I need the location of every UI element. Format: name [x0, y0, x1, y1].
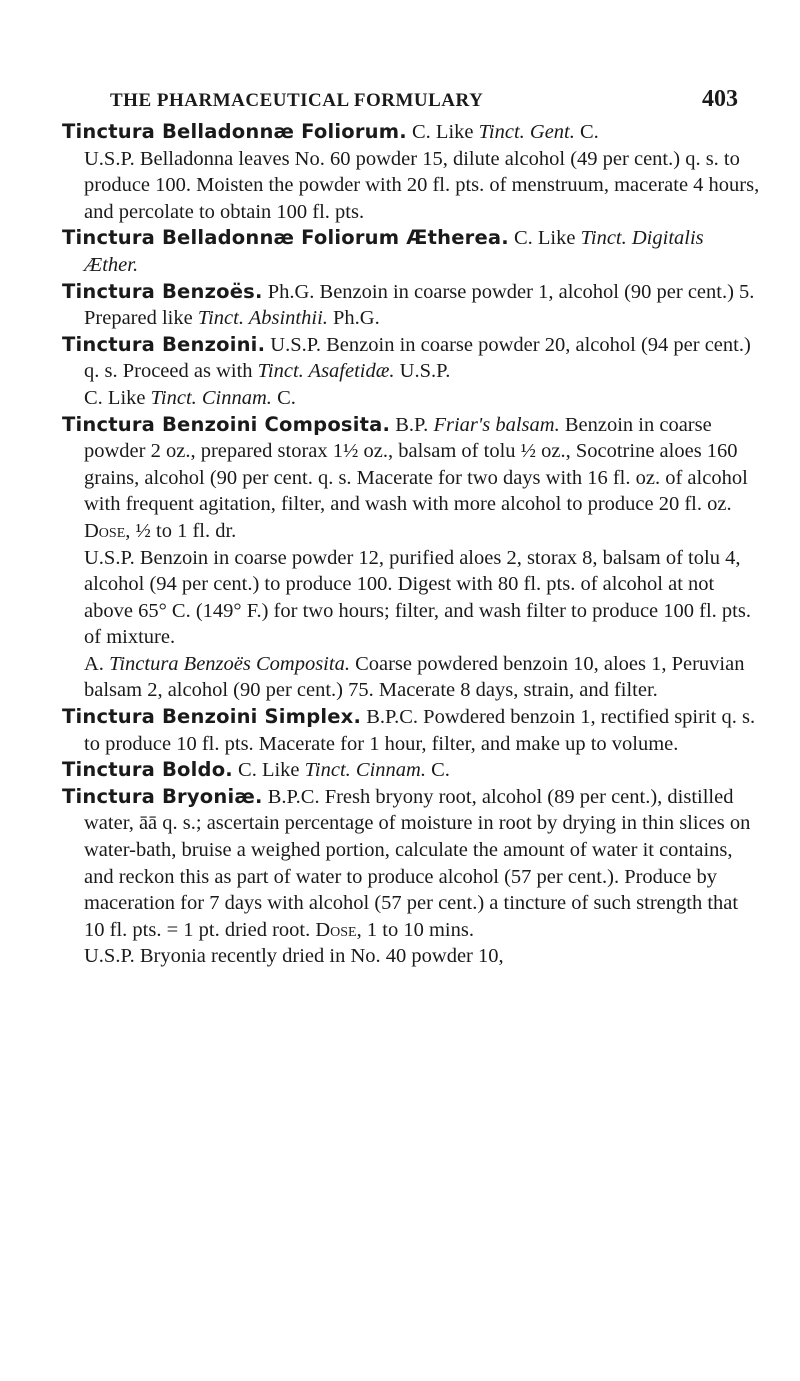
headword: Tinctura Belladonnæ Foliorum. — [62, 120, 407, 143]
entry-text: B.P.C. Fresh bryony root, alcohol (89 per cent.), distilled water, āā q. s.; ascertain percentage of moisture in root by drying in thin slices on water-bath, bruise a weighed portion, calculate the amount of water it contains, and reckon this as part of water to produce alcohol (57 per cent.). Produce by maceration for 7 days with alcohol (57 per cent.) a tincture of such strength that 10 fl. pts. = 1 pt. dried root. — [84, 785, 751, 941]
headword: Tinctura Benzoini Composita. — [62, 412, 391, 436]
entry-bryoniae — [62, 784, 762, 944]
entry-benzoini — [62, 332, 762, 385]
entry-text: C. Like — [406, 121, 479, 143]
cross-reference: Tinct. Digitalis Æther. — [84, 227, 704, 276]
cross-reference: Tinct. Asafetidæ. — [257, 360, 395, 383]
entry-text: Ph.G. Benzoin in coarse powder 1, alcohol (90 per cent.) 5. Prepared like — [84, 280, 755, 330]
entry-belladonnae-aetherea — [62, 225, 762, 278]
entry-sub-usp: U.S.P. Bryonia recently dried in No. 40 powder 10, — [84, 945, 504, 968]
cross-reference: Tinct. Absinthii. — [197, 307, 328, 330]
entry-sub-usp: U.S.P. Benzoin in coarse powder 12, purified aloes 2, storax 8, balsam of tolu 4, alcohol (94 per cent.) to produce 100. Digest with 80 fl. pts. of alcohol at not above 65° C. (149° F.) for two hours; filter, and wash filter to produce 100 fl. pts. of mixture. — [84, 546, 751, 649]
dose-text: 1 to 10 mins. — [361, 918, 474, 941]
entry-belladonnae-foliorum — [62, 119, 762, 146]
entry-benzoini-simplex — [62, 704, 762, 757]
entry-text: C. Like — [508, 227, 581, 250]
cross-reference: Friar's balsam. — [433, 413, 560, 436]
body-text — [62, 119, 762, 970]
headword: Tinctura Benzoini Simplex. — [62, 705, 362, 729]
entry-sub-usp: U.S.P. Belladonna leaves No. 60 powder 15, dilute alcohol (49 per cent.) q. s. to produce 100. Moisten the powder with 20 fl. pts. of menstruum, macerate 4 hours, and percolate to obtain 100 fl. pts. — [84, 147, 760, 223]
entry-tail: Ph.G. — [327, 307, 380, 330]
entry-tail: C. — [574, 121, 599, 143]
entry-benzoes — [62, 279, 762, 332]
headword: Tinctura Boldo. — [62, 758, 233, 782]
running-head-title: THE PHARMACEUTICAL FORMULARY — [110, 90, 484, 111]
entry-sub-c — [62, 385, 762, 412]
entry-benzoini-composita — [62, 412, 762, 545]
cross-reference: Tinct. Cinnam. — [150, 386, 272, 409]
entry-tail: Benzoin in coarse powder 2 oz., prepared storax 1½ oz., balsam of tolu ½ oz., Socotrine aloes 160 grains, alcohol (90 per cent. q. s. Macerate for two days with 16 fl. oz. of alcohol with frequent agitation, filter, and wash with more alcohol to produce 20 fl. oz. — [84, 413, 748, 516]
dose-label: Dose, — [315, 918, 362, 941]
headword: Tinctura Benzoës. — [62, 279, 263, 303]
entry-text: B.P.C. Powdered benzoin 1, rectified spirit q. s. to produce 10 fl. pts. Macerate for 1 hour, filter, and make up to volume. — [84, 706, 756, 755]
dose-text: ½ to 1 fl. dr. — [130, 519, 237, 542]
cross-reference: Tinct. Gent. — [478, 121, 575, 143]
running-head — [0, 86, 800, 116]
page-number: 403 — [702, 86, 738, 112]
entry-text: C. Like — [232, 759, 305, 782]
entry-text: B.P. — [390, 413, 434, 436]
sub-tail: Coarse powdered benzoin 10, aloes 1, Peruvian balsam 2, alcohol (90 per cent.) 75. Macerate 8 days, strain, and filter. — [84, 652, 745, 702]
sub-text: C. Like — [84, 386, 151, 409]
entry-tail: U.S.P. — [394, 360, 451, 383]
entry-sub-a — [62, 651, 762, 704]
headword: Tinctura Belladonnæ Foliorum Ætherea. — [62, 226, 509, 250]
sub-text: A. — [84, 652, 110, 675]
entry-tail: C. — [425, 759, 450, 782]
cross-reference: Tinct. Cinnam. — [304, 759, 426, 782]
dose-label: Dose, — [84, 519, 131, 542]
entry-text: U.S.P. Benzoin in coarse powder 20, alcohol (94 per cent.) q. s. Proceed as with — [84, 333, 751, 383]
cross-reference: Tinctura Benzoës Composita. — [109, 652, 350, 675]
entry-boldo — [62, 757, 762, 784]
headword: Tinctura Bryoniæ. — [62, 784, 263, 808]
sub-tail: C. — [271, 386, 296, 409]
headword: Tinctura Benzoini. — [62, 332, 266, 356]
